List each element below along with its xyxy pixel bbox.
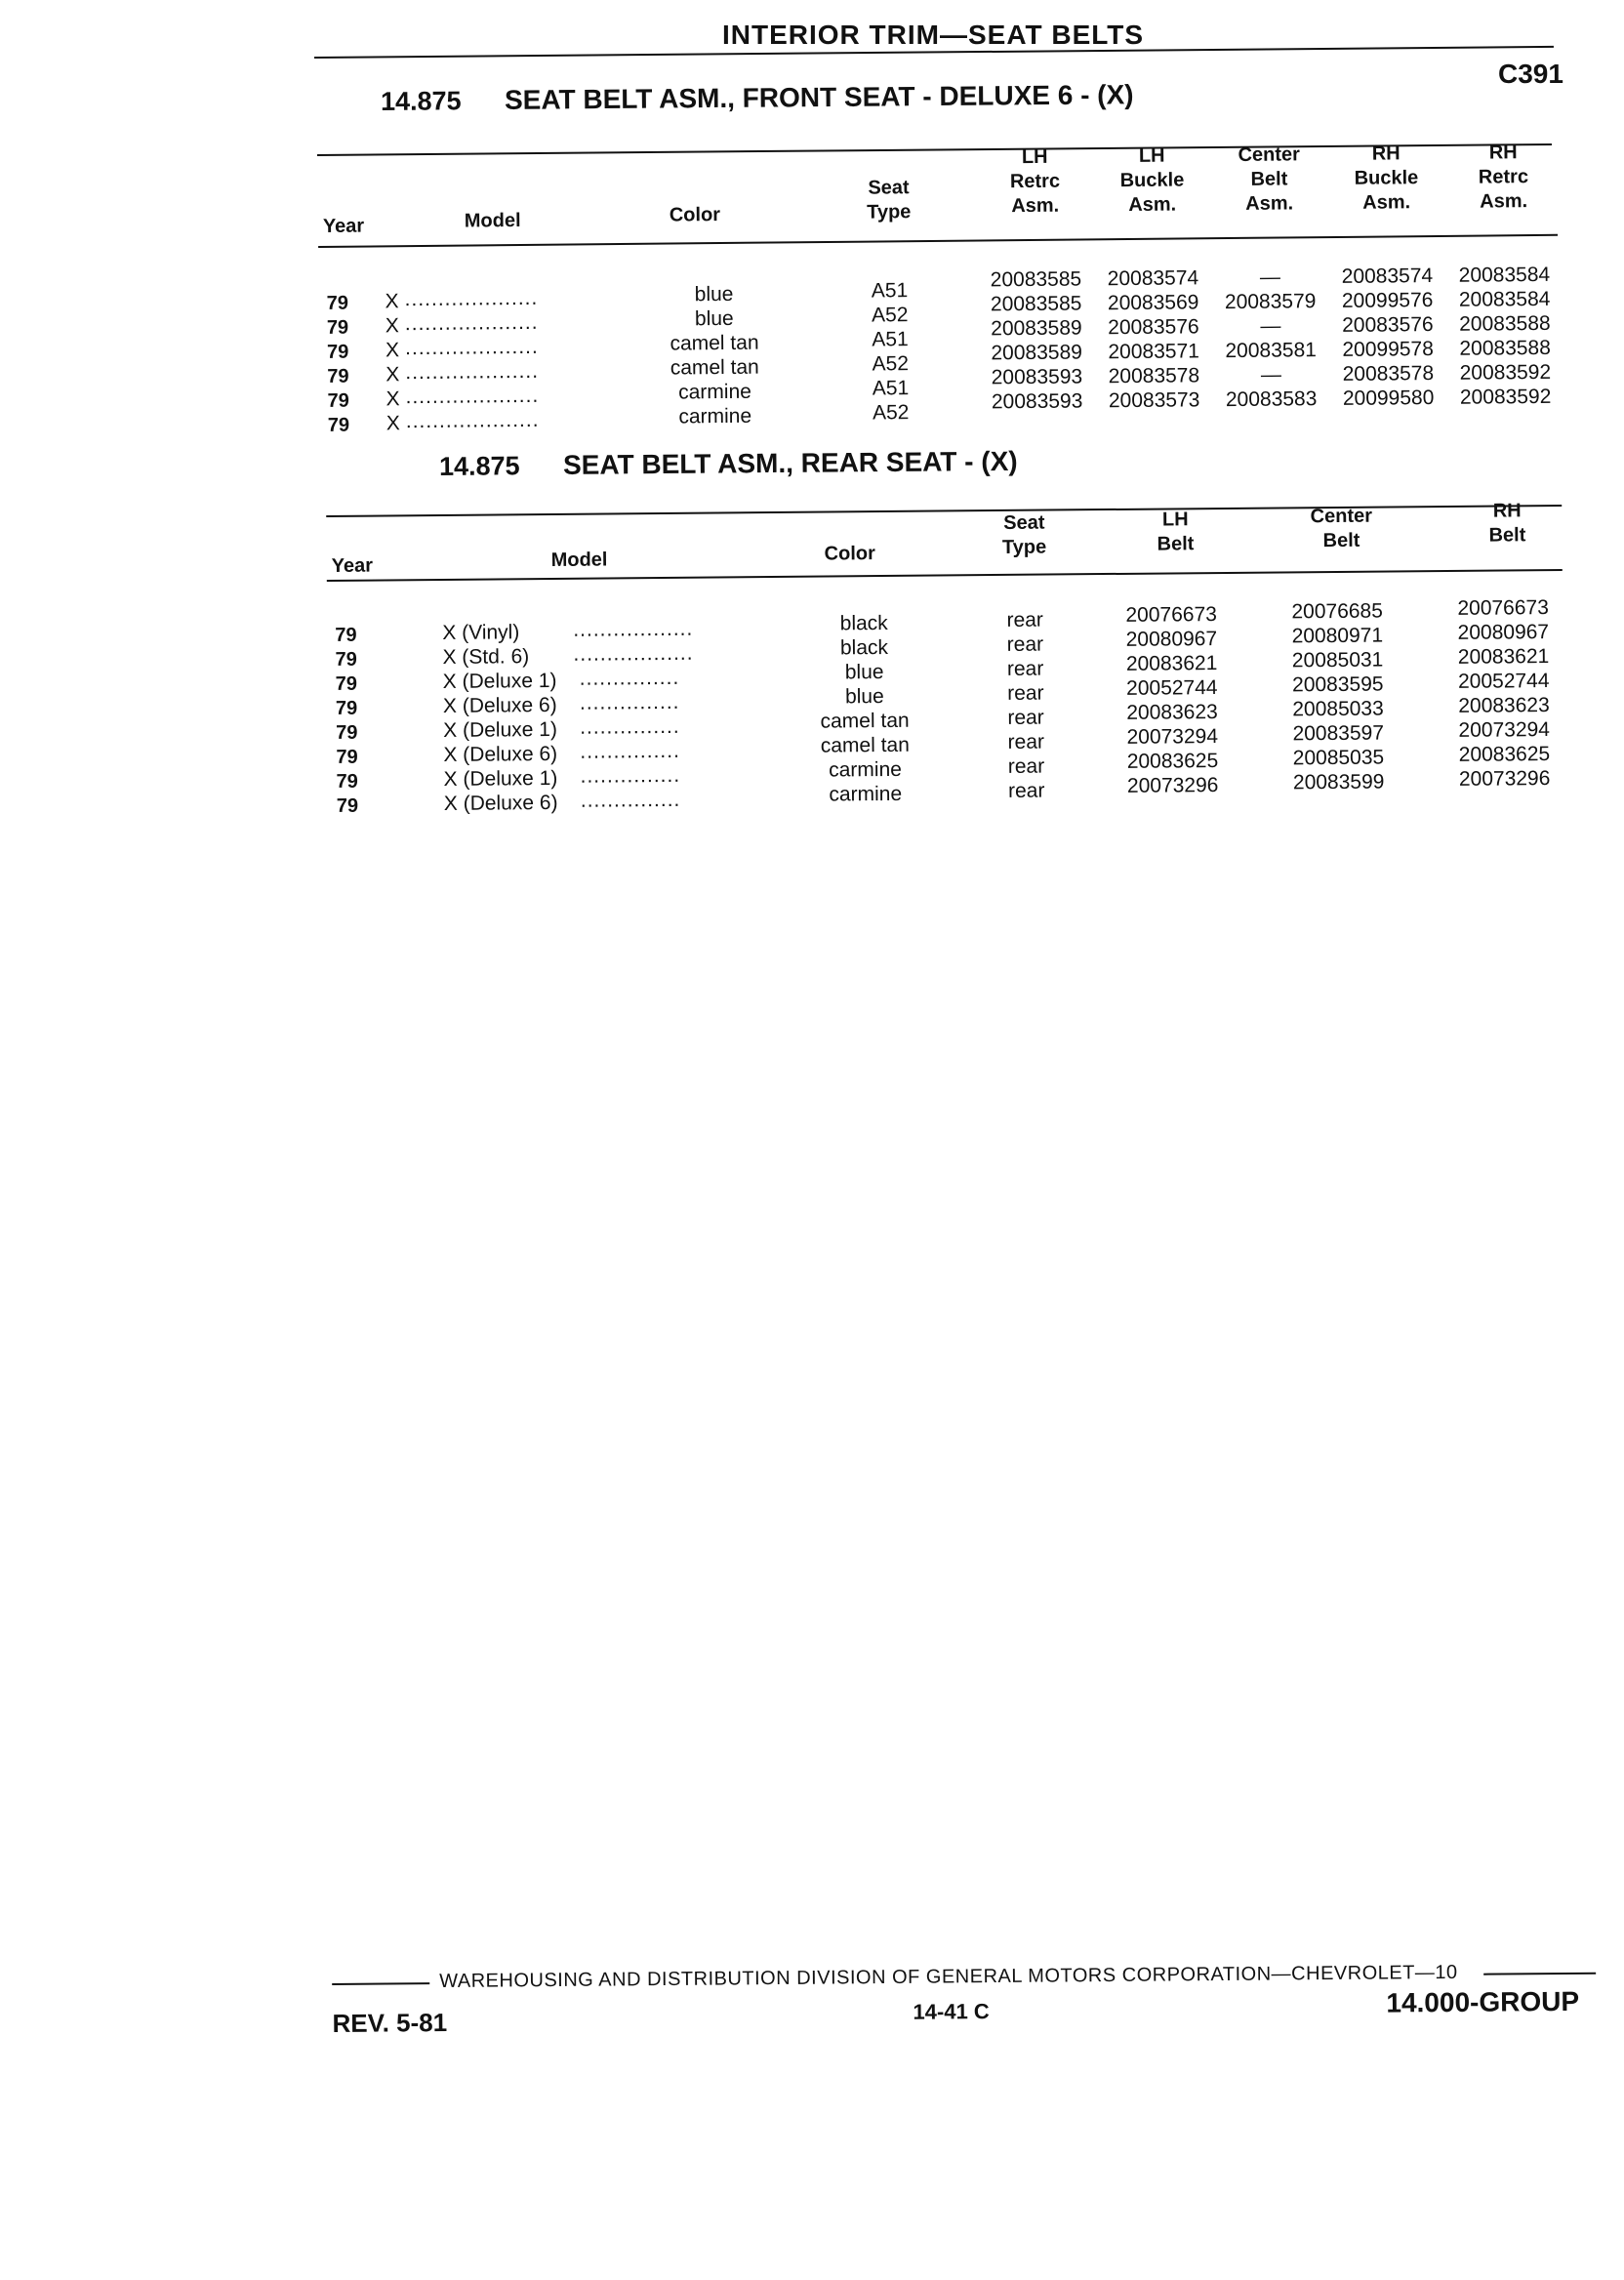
rear-header-seat-line2: Type [1001,536,1047,558]
rear-row-model: X (Deluxe 6) [442,693,557,717]
front-header-lh-retrc [981,144,1089,219]
front-section-title: SEAT BELT ASM., FRONT SEAT - DELUXE 6 - (X) [504,79,1134,115]
front-row-seat-type: A51 [872,328,909,351]
front-header-center-line3: Asm. [1245,192,1294,215]
rear-header-rh-belt [1458,499,1556,549]
rear-row-model: X (Deluxe 6) [443,742,558,766]
rear-row-center-belt: 20085035 [1292,746,1385,770]
front-row-dots: .................... [404,310,539,336]
rear-row-color: blue [844,685,884,709]
front-header-rh-buckle-line1: RH [1371,142,1401,165]
front-header-rh-retrc-line2: Retrc [1478,166,1529,188]
rear-row-model: X (Deluxe 1) [443,766,558,791]
rear-row-seat-type: rear [1006,657,1044,680]
front-row-lh-retrc: 20083589 [991,341,1082,365]
rear-header-year: Year [331,554,374,577]
front-row-rh-retrc: 20083592 [1459,360,1552,385]
footer-rev: REV. 5-81 [332,2007,448,2038]
rear-row-dots: .................. [573,617,694,641]
rear-row-rh-belt: 20080967 [1457,621,1550,644]
front-row-rh-buckle: 20083574 [1341,265,1434,288]
front-row-color: blue [694,306,734,331]
front-row-dots: .................... [405,384,540,409]
front-row-lh-buckle: 20083576 [1108,315,1199,340]
rear-row-model: X (Deluxe 1) [442,669,557,693]
front-row-color: carmine [678,404,752,428]
front-row-lh-retrc: 20083593 [991,389,1083,414]
front-row-center: — [1260,314,1281,338]
page-code: C391 [1498,59,1563,89]
front-row-rh-retrc: 20083588 [1459,336,1551,360]
front-row-lh-retrc: 20083593 [991,365,1083,389]
front-section-number: 14.875 [380,86,462,116]
front-header-color: Color [669,204,721,226]
front-row-center: — [1259,265,1281,289]
rear-header-rh-line1: RH [1492,500,1522,522]
front-row-year: 79 [327,414,350,436]
rear-row-lh-belt: 20076673 [1125,603,1217,627]
rear-row-lh-belt: 20052744 [1126,676,1218,700]
rear-row-model: X (Std. 6) [442,645,530,669]
rear-row-color: carmine [829,757,902,782]
rear-row-center-belt: 20080971 [1291,624,1384,648]
front-row-rh-buckle: 20099580 [1342,387,1435,410]
front-row-year: 79 [327,389,349,412]
front-header-center-line2: Belt [1250,168,1288,190]
rear-row-center-belt: 20083599 [1292,770,1385,794]
front-row-rh-buckle: 20099578 [1342,338,1434,361]
front-row-dots: .................... [404,286,539,311]
rear-row-model: X (Vinyl) [442,621,520,644]
front-row-lh-buckle: 20083569 [1107,291,1199,315]
rear-row-rh-belt: 20073296 [1458,767,1551,791]
rear-header-seat-type [980,510,1068,560]
front-row-dots: .................... [405,359,540,385]
rear-section-number: 14.875 [438,451,520,481]
rear-header-model: Model [550,549,608,571]
front-row-seat-type: A52 [871,304,909,327]
front-table [317,125,1560,439]
rear-row-year: 79 [336,794,359,817]
rear-row-lh-belt: 20073296 [1126,774,1219,797]
front-row-year: 79 [326,292,348,314]
rear-row-lh-belt: 20083621 [1125,652,1218,675]
rear-row-color: black [839,635,889,660]
front-row-model: X [385,314,399,338]
rear-header-center-belt [1292,504,1390,553]
front-row-seat-type: A52 [872,352,910,376]
footer-rule-right [1483,1973,1596,1975]
rear-row-seat-type: rear [1006,632,1044,656]
front-header-lh-buckle-line2: Buckle [1119,169,1185,192]
front-row-lh-retrc: 20083589 [991,316,1082,341]
rear-row-rh-belt: 20083625 [1458,743,1551,766]
rear-row-rh-belt: 20083623 [1458,694,1550,717]
front-header-model: Model [464,210,521,232]
front-row-rh-retrc: 20083588 [1459,311,1551,336]
front-row-seat-type: A51 [871,279,909,303]
front-row-model: X [385,290,399,313]
front-row-seat-type: A51 [872,377,910,400]
front-header-rh-retrc-line1: RH [1488,142,1518,164]
rear-row-color: camel tan [820,709,910,733]
rear-row-lh-belt: 20083623 [1126,701,1218,724]
rear-row-seat-type: rear [1007,681,1044,705]
rear-row-seat-type: rear [1006,608,1043,631]
rear-row-seat-type: rear [1007,754,1045,778]
front-row-color: camel tan [670,331,759,355]
footer-corporation: WAREHOUSING AND DISTRIBUTION DIVISION OF GENERAL MOTORS CORPORATION—CHEVROLET—10 [439,1961,1458,1993]
rear-row-seat-type: rear [1007,706,1044,729]
rear-row-dots: .................. [573,641,694,666]
rear-row-year: 79 [336,721,358,744]
rear-row-year: 79 [335,672,358,695]
rear-row-lh-belt: 20073294 [1126,725,1219,749]
footer-group: 14.000-GROUP [1386,1985,1580,2018]
front-row-rh-buckle: 20083576 [1342,313,1434,337]
rear-row-seat-type: rear [1007,779,1045,802]
front-header-lh-retrc-line2: Retrc [1009,170,1061,193]
rear-row-rh-belt: 20076673 [1457,596,1549,620]
rear-row-year: 79 [335,697,358,719]
front-row-center: 20083579 [1224,290,1317,314]
rear-row-dots: ............... [579,690,680,714]
front-row-rh-retrc: 20083584 [1458,263,1551,287]
rear-row-year: 79 [335,648,357,671]
footer-rule-left [332,1982,429,1984]
rear-row-color: black [839,611,888,635]
front-row-model: X [386,412,400,435]
rear-header-lh-belt [1126,508,1224,557]
front-row-year: 79 [326,316,349,339]
rear-row-color: blue [844,661,884,684]
front-row-lh-retrc: 20083585 [990,267,1082,292]
front-row-rh-retrc: 20083584 [1458,287,1551,311]
rear-row-lh-belt: 20083625 [1126,750,1219,773]
front-header-year: Year [322,215,365,237]
front-header-seat-line2: Type [867,201,912,224]
front-row-lh-buckle: 20083574 [1107,266,1199,291]
front-header-lh-buckle-line1: LH [1138,144,1165,167]
footer [332,1949,1602,2067]
rear-row-model: X (Deluxe 1) [443,717,557,742]
rear-row-dots: ............... [580,714,680,739]
rear-row-rh-belt: 20052744 [1457,670,1550,693]
rear-header-lh-line2: Belt [1157,533,1195,555]
front-row-rh-buckle: 20099576 [1341,289,1434,312]
front-row-model: X [386,387,400,411]
front-row-lh-buckle: 20083578 [1108,364,1200,388]
rear-row-center-belt: 20083595 [1291,672,1384,697]
rear-row-rh-belt: 20073294 [1458,718,1551,742]
front-header-lh-retrc-line1: LH [1021,145,1048,169]
rear-row-color: camel tan [820,733,910,757]
front-row-rh-buckle: 20083578 [1342,362,1435,386]
page-header: INTERIOR TRIM—SEAT BELTS [722,20,1145,50]
front-row-seat-type: A52 [872,401,910,425]
front-header-lh-buckle [1098,143,1206,218]
front-section-heading [381,79,1134,117]
front-header-seat-line1: Seat [868,177,910,199]
rear-section-title: SEAT BELT ASM., REAR SEAT - (X) [562,445,1018,480]
rear-header-color: Color [824,543,875,565]
front-row-lh-retrc: 20083585 [990,292,1082,316]
rear-table [326,477,1564,820]
rear-row-dots: ............... [579,666,680,690]
front-row-color: camel tan [670,355,759,380]
rear-row-dots: ............... [580,739,680,763]
front-header-center-line1: Center [1238,143,1300,166]
front-header-center [1215,142,1323,217]
rear-header-lh-line1: LH [1161,509,1189,531]
front-header-lh-buckle-line3: Asm. [1128,193,1177,217]
rear-row-year: 79 [336,746,358,768]
rear-header-rh-line2: Belt [1488,524,1526,547]
rear-row-model: X (Deluxe 6) [443,791,558,815]
rear-header-seat-line1: Seat [1003,511,1045,534]
front-header-seat-type [844,176,932,225]
footer-page-number: 14-41 C [913,1999,990,2024]
front-row-model: X [386,363,400,387]
front-row-year: 79 [327,365,349,387]
rear-row-center-belt: 20085033 [1292,697,1384,721]
front-header-lh-retrc-line3: Asm. [1011,194,1060,218]
rear-row-seat-type: rear [1007,730,1045,753]
front-row-dots: .................... [405,408,540,433]
front-row-year: 79 [327,341,349,363]
rear-row-center-belt: 20076685 [1291,599,1383,624]
front-row-model: X [385,339,400,362]
front-header-rh-buckle [1332,142,1441,216]
rear-row-year: 79 [335,624,357,646]
front-row-center: — [1260,363,1281,387]
rear-section-heading [439,446,1018,482]
rear-row-dots: ............... [580,763,681,788]
front-header-rh-buckle-line3: Asm. [1362,191,1411,214]
rear-row-center-belt: 20083597 [1292,721,1385,746]
rear-header-center-line1: Center [1310,505,1373,528]
front-row-rh-retrc: 20083592 [1459,385,1552,409]
rear-row-lh-belt: 20080967 [1125,628,1218,651]
front-header-rh-buckle-line2: Buckle [1354,167,1419,189]
front-header-rh-retrc-line3: Asm. [1480,190,1528,213]
rear-header-center-line2: Belt [1322,529,1360,552]
front-row-lh-buckle: 20083573 [1108,388,1200,413]
front-row-color: blue [694,282,734,306]
front-row-color: carmine [678,380,751,404]
rear-row-color: carmine [829,782,903,806]
front-header-rule [318,234,1558,248]
front-row-lh-buckle: 20083571 [1108,340,1199,364]
rear-row-center-belt: 20085031 [1291,648,1384,672]
rear-row-dots: ............... [580,788,681,812]
front-row-center: 20083581 [1225,339,1317,363]
front-header-rh-retrc [1449,141,1558,215]
rear-row-rh-belt: 20083621 [1457,645,1550,669]
front-row-dots: .................... [404,335,539,360]
rear-row-year: 79 [336,770,358,793]
front-row-center: 20083583 [1225,387,1318,412]
rear-header-rule [327,569,1563,582]
